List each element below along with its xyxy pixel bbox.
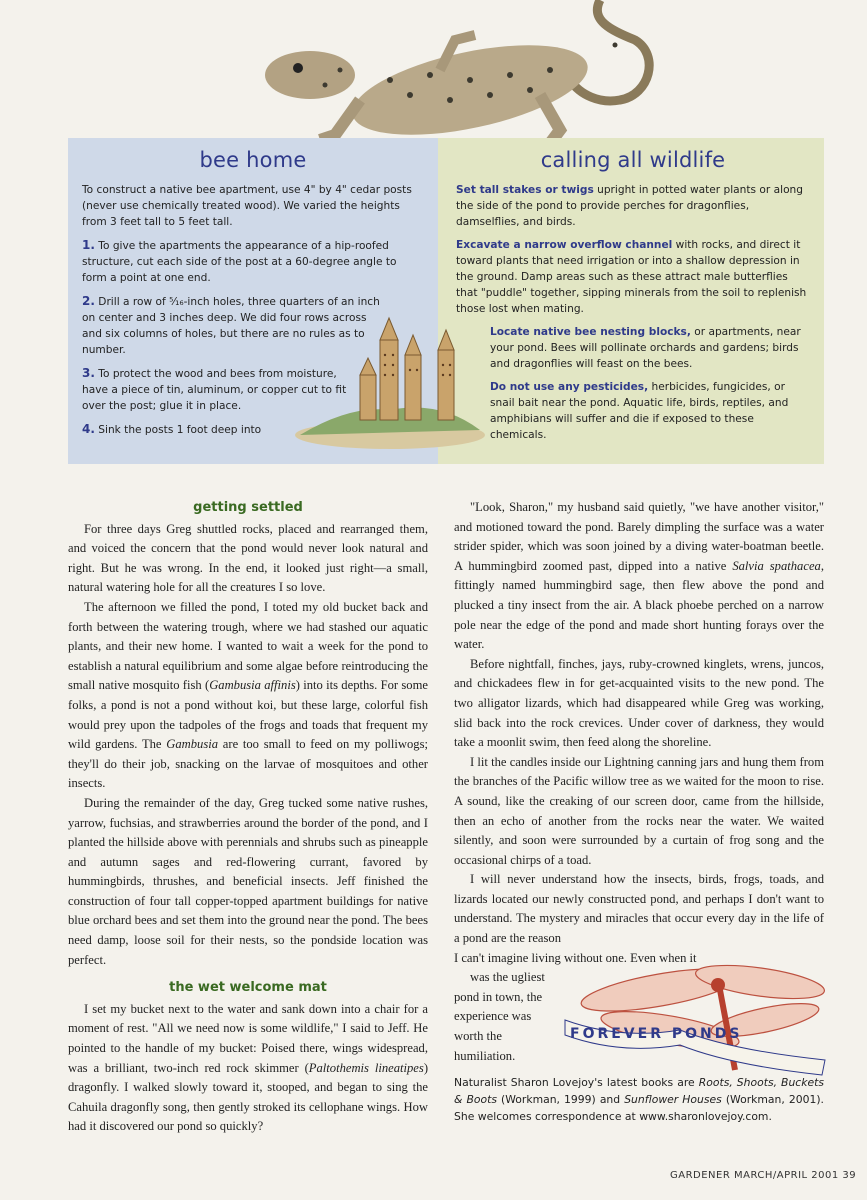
wildlife-title: calling all wildlife [540,148,726,172]
bee-step: 4. Sink the posts 1 foot deep into [82,422,262,436]
paragraph: I lit the candles inside our Lightning canning jars and hung them from the branches of the Pacific willow tree as we waited for the moon to rise. A sound, like the creaking of our screen door, came from the hillside, then an echo of another from the rocks near the water. We waited silently, and soon were surrounded by a curtain of frog song and the occasional chirps of a toad. [454,754,824,867]
wildlife-tip: Excavate a narrow overflow channel with rocks, and direct it toward plants that need irrigation or into a shallow depression in the ground. Damp areas such as these attract male butterflies that "puddle" together, sipping minerals from the soil to replenish those lost when mating. [456,239,807,315]
dragonfly-illustration [560,950,830,1080]
section-heading: the wet welcome mat [169,980,327,996]
paragraph: For three days Greg shuttled rocks, placed and rearranged them, and voiced the concern that the pond would never look natural and right. But he was wrong. In the end, it looked just right—a small, natural watering hole for all the creatures I so love. [68,521,428,595]
paragraph-line: I can't imagine living without one. Even when it [454,950,697,965]
wildlife-tip: Locate native bee nesting blocks, or apartments, near your pond. Bees will pollinate orchards and gardens; birds and dragonflies will feast on the bees. [490,326,801,370]
paragraph: The afternoon we filled the pond, I toted my old bucket back and forth between the watering trough, where we had stashed our aquatic plants, and their new home. I wanted to wait a week for the pond to establish a natural equilibrium and some algae before reintroducing the small native mosquito fish (Gambusia affinis) into its depths. For some folks, a pond is not a pond without koi, but these large, colorful fish would prey upon the tadpoles of the frogs and toads that frequent my wild gardens. The Gambusia are too small to feed on my polliwogs; they'll do their job, snacking on the larvae of mosquitoes and other insects. [68,599,428,791]
paragraph: I will never understand how the insects, birds, frogs, toads, and lizards located our newly constructed pond, and perhaps I don't want to understand. The mystery and miracles that occur every day in the life of a pond are the reason [454,872,824,946]
paragraph: During the remainder of the day, Greg tucked some native rushes, yarrow, fuchsias, and strawberries around the border of the pond, and I planted the hillside above with perennials and shrubs such as pineapple and autumn sages and red-flowering currant, favored by hummingbirds, thrushes, and beneficial insects. Jeff finished the construction of four tall copper-topped apartment buildings for native blue orchard bees and set them into the ground near the pond. The bees need damp, loose soil for their nests, so the pondside location was perfect. [68,795,428,967]
paragraph: I set my bucket next to the water and sank down into a chair for a moment of rest. "All we need now is some wildlife," I said to Jeff. He pointed to the handle of my bucket: Poised there, wings widespread, was a brilliant, two-inch red rock skimmer (Paltothemis lineatipes) dragonfly. I walked slowly toward it, stooped, and began to sing the Cahuila dragonfly song, then gently stroked its cellophane wings. How had it discovered our pond so quickly? [68,1001,429,1134]
lizard-illustration [240,0,660,160]
wildlife-tip: Set tall stakes or twigs upright in potted water plants or along the side of the pond to provide perches for dragonflies, damselflies, and birds. [456,184,803,228]
paragraph-line: pond in town, the experience was worth the humiliation. [454,989,543,1063]
banner-text: FOREVER PONDS [570,1026,743,1042]
bee-step: 2. Drill a row of ⁵⁄₁₆-inch holes, three quarters of an inch on center and 3 inches deep. We did four rows across and six columns of holes, but there are no rules as to number. [82,294,380,356]
article-column-left [68,498,428,1137]
bee-towers-illustration [290,300,490,450]
bee-step: 3. To protect the wood and bees from moisture, have a piece of tin, aluminum, or copper cut to fit over the post; glue it in place. [82,366,347,412]
bee-home-title: bee home [199,148,307,172]
paragraph: "Look, Sharon," my husband said quietly, "we have another visitor," and motioned toward the pond. Barely dimpling the surface was a water strider spider, which was soon joined by a diving water-boatman beetle. A hummingbird zoomed past, dipped into a native Salvia spathacea, fittingly named hummingbird sage, then flew above the pond and plucked a tiny insect from the air. A black phoebe perched on a narrow pole near the edge of the pond and made short hunting forays over the water. [454,500,824,652]
author-bio: Naturalist Sharon Lovejoy's latest books are Roots, Shoots, Buckets & Boots (Workman, 1999) and Sunflower Houses (Workman, 2001). She welcomes correspondence at www.sharonlovejoy.com. [454,1076,824,1123]
paragraph: Before nightfall, finches, jays, ruby-crowned kinglets, wrens, juncos, and chickadees flew in for get-acquainted visits to the new pond. The two alligator lizards, which had disappeared while Greg was working, slid back into the rock crevices. Under cover of darkness, they would take a moonlit swim, then feed along the shoreline. [454,656,824,750]
page-footer: GARDENER MARCH/APRIL 2001 39 [670,1170,857,1181]
wildlife-tip: Do not use any pesticides, herbicides, fungicides, or snail bait near the pond. Aquatic life, birds, reptiles, and amphibians will suffer and die if exposed to these chemicals. [490,381,789,441]
section-heading: getting settled [193,500,303,515]
paragraph-line: was the ugliest [470,970,545,985]
wildlife-sidebar [438,138,824,464]
bee-home-intro: To construct a native bee apartment, use 4" by 4" cedar posts (never use chemically treated wood). We varied the heights from 3 feet tall to 5 feet tall. [82,184,412,228]
bee-step: 1. To give the apartments the appearance of a hip-roofed structure, cut each side of the post at a 60-degree angle to form a point at one end. [82,238,397,284]
